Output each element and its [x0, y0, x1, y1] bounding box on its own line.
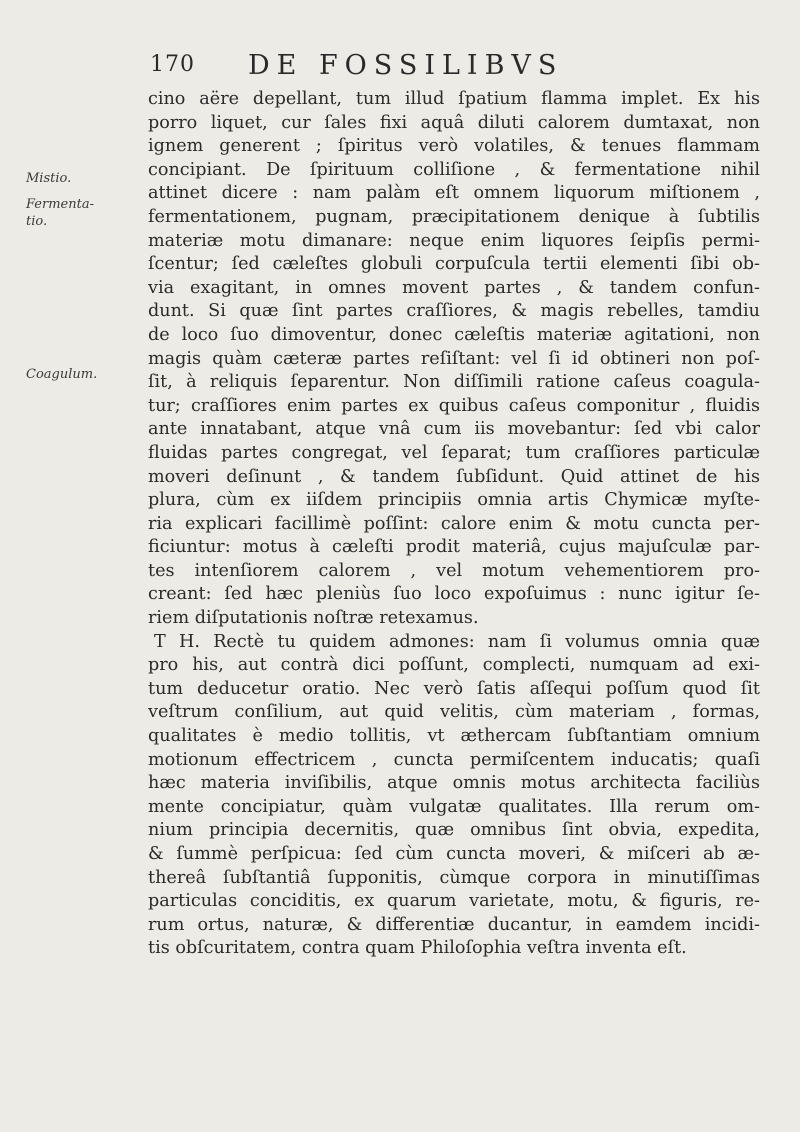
text-line: tes intenſiorem calorem , vel motum vehementiorem pro-	[148, 560, 760, 581]
text-line: riem diſputationis noſtræ retexamus.	[148, 608, 479, 629]
text-line: plura, cùm ex iiſdem principiis omnia artis Chymicæ myſte-	[148, 490, 760, 511]
margin-note-coagulum	[26, 366, 97, 383]
text-line: fermentationem, pugnam, præcipitationem denique à ſubtilis	[148, 206, 760, 227]
text-line: porro liquet, cur ſales fixi aquâ diluti calorem dumtaxat, non	[148, 112, 760, 133]
page-number: 170	[150, 52, 195, 77]
text-line: de loco ſuo dimoventur, donec cæleſtis materiæ agitationi, non	[148, 324, 760, 345]
margin-note-mistio-text: Mistio.	[26, 171, 72, 186]
text-line: magis quàm cæteræ partes reſiſtant: vel ſi id obtineri non poſ-	[148, 348, 760, 369]
text-line: dunt. Si quæ ſint partes craſſiores, & magis rebelles, tamdiu	[148, 301, 760, 322]
text-line: ſit, à reliquis ſeparentur. Non diſſimili ratione caſeus coagula-	[148, 372, 760, 393]
margin-note-fermentatio-text-2: tio.	[26, 214, 48, 229]
text-line: ante innatabant, atque vnâ cum iis movebantur: ſed vbi calor	[148, 419, 760, 440]
text-line: fluidas partes congregat, vel ſeparat; tum craſſiores particulæ	[148, 442, 760, 463]
margin-note-mistio	[26, 170, 71, 187]
text-line: rum ortus, naturæ, & differentiæ ducantur, in eamdem incidi-	[148, 914, 760, 935]
text-line: via exagitant, in omnes movent partes , & tandem confun-	[148, 277, 760, 298]
text-line: qualitates è medio tollitis, vt æthercam ſubſtantiam omnium	[148, 726, 760, 747]
text-line: cino aëre depellant, tum illud ſpatium flamma implet. Ex his	[148, 89, 760, 109]
text-line: thereâ ſubſtantiâ ſupponitis, cùmque corpora in minutiſſimas	[148, 867, 760, 888]
text-line: motionum effectricem , cuncta permiſcentem inducatis; quaſi	[148, 749, 760, 770]
text-line: ria explicari facillimè poſſint: calore enim & motu cuncta per-	[148, 513, 760, 534]
text-line: tur; craſſiores enim partes ex quibus caſeus componitur , fluidis	[148, 395, 760, 416]
text-line: tis obſcuritatem, contra quam Philoſophia veſtra inventa eſt.	[148, 938, 687, 959]
text-line: particulas conciditis, ex quarum varietate, motu, & figuris, re-	[148, 891, 760, 912]
margin-note-fermentatio-text-1: Fermenta-	[26, 197, 94, 212]
text-line: attinet dicere : nam palàm eſt omnem liquorum miſtionem ,	[148, 183, 760, 204]
text-line: nium principia decernitis, quæ omnibus ſint obvia, expedita,	[148, 820, 760, 841]
text-line: materiæ motu dimanare: neque enim liquores ſeipſis permi-	[148, 230, 760, 251]
text-line: T H. Rectè tu quidem admones: nam ſi volumus omnia quæ	[154, 631, 760, 652]
text-line: ignem generent ; ſpiritus verò volatiles, & tenues flammam	[148, 136, 760, 157]
margin-note-fermentatio	[26, 196, 94, 230]
text-line: creant: ſed hæc pleniùs ſuo loco expoſuimus : nunc igitur ſe-	[148, 584, 760, 605]
text-line: tum deducetur oratio. Nec verò ſatis aſſequi poſſum quod ſit	[148, 678, 760, 699]
text-line: mente concipiatur, quàm vulgatæ qualitates. Illa rerum om-	[148, 796, 760, 817]
body-text	[148, 88, 760, 961]
text-line: veſtrum conſilium, aut quid velitis, cùm materiam , formas,	[148, 702, 760, 723]
text-line: hæc materia inviſibilis, atque omnis motus architecta faciliùs	[148, 773, 760, 794]
margin-note-coagulum-text: Coagulum.	[26, 367, 98, 382]
text-line: pro his, aut contrà dici poſſunt, complecti, numquam ad exi-	[148, 655, 760, 676]
text-line: ſcentur; ſed cæleſtes globuli corpuſcula tertii elementi ſibi ob-	[148, 254, 760, 275]
text-line: concipiant. De ſpirituum colliſione , & fermentatione nihil	[148, 159, 760, 180]
running-title: DE FOSSILIBVS	[248, 50, 564, 81]
text-line: ficiuntur: motus à cæleſti prodit materiâ, cujus majuſculæ par-	[148, 537, 760, 558]
text-line: & ſummè perſpicua: ſed cùm cuncta moveri, & miſceri ab æ-	[148, 844, 760, 864]
text-line: moveri deſinunt , & tandem ſubſidunt. Quid attinet de his	[148, 466, 760, 487]
page-header	[150, 52, 740, 84]
